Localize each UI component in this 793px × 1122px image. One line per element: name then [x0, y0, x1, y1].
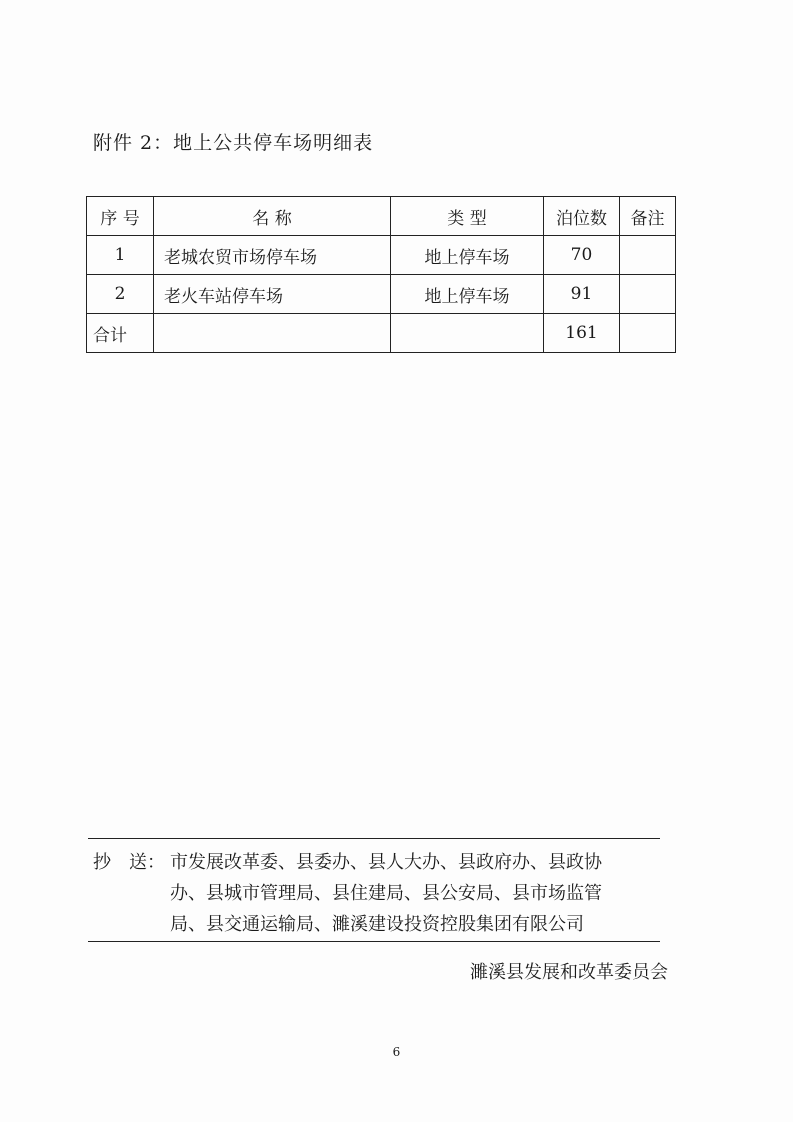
row-count: 70 — [544, 236, 620, 275]
row-note — [620, 236, 676, 275]
row-no: 1 — [87, 236, 154, 275]
cc-bottom-divider — [88, 941, 660, 942]
total-count: 161 — [544, 314, 620, 353]
page-number: 6 — [392, 1045, 401, 1059]
parking-lot-table — [86, 196, 676, 353]
row-note — [620, 275, 676, 314]
cc-line: 市发展改革委、县委办、县人大办、县政府办、县政协 — [170, 852, 602, 873]
cc-label: 抄 送： — [93, 852, 165, 873]
total-label: 合计 — [87, 314, 154, 353]
row-type: 地上停车场 — [391, 275, 544, 314]
table-total-row — [87, 314, 676, 353]
row-name: 老火车站停车场 — [154, 275, 391, 314]
cc-top-divider — [88, 838, 660, 839]
cc-line: 办、县城市管理局、县住建局、县公安局、县市场监管 — [170, 883, 602, 904]
total-name-cell — [154, 314, 391, 353]
header-note: 备注 — [620, 197, 676, 236]
table-row — [87, 275, 676, 314]
row-name: 老城农贸市场停车场 — [154, 236, 391, 275]
header-no: 序 号 — [87, 197, 154, 236]
table-row — [87, 236, 676, 275]
row-count: 91 — [544, 275, 620, 314]
attachment-title: 附件 2：地上公共停车场明细表 — [93, 132, 374, 154]
header-name: 名 称 — [154, 197, 391, 236]
cc-line: 局、县交通运输局、濉溪建设投资控股集团有限公司 — [170, 914, 584, 935]
header-count: 泊位数 — [544, 197, 620, 236]
row-type: 地上停车场 — [391, 236, 544, 275]
total-note-cell — [620, 314, 676, 353]
total-type-cell — [391, 314, 544, 353]
header-type: 类 型 — [391, 197, 544, 236]
issuer-name: 濉溪县发展和改革委员会 — [470, 962, 668, 983]
table-header-row — [87, 197, 676, 236]
row-no: 2 — [87, 275, 154, 314]
